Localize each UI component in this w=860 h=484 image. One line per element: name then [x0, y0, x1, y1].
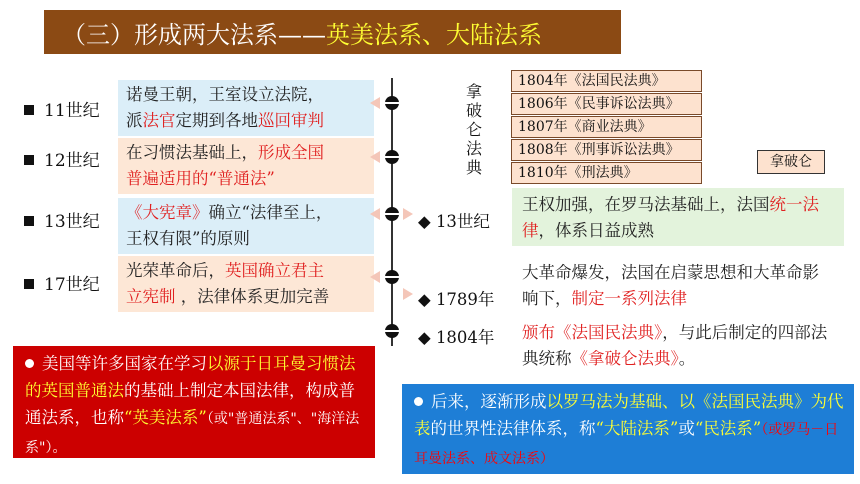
event-box-12c: 在习惯法基础上，形成全国 普遍适用的“普通法” [118, 138, 374, 194]
square-bullet-icon [24, 216, 34, 226]
left-label-12c: 12世纪 [24, 146, 100, 171]
left-label-13c: 13世纪 [24, 207, 100, 232]
code-item: 1807年《商业法典》 [511, 116, 702, 138]
square-bullet-icon [24, 105, 34, 115]
code-item: 1810年《刑法典》 [511, 162, 702, 184]
arrow-left-icon [370, 151, 380, 163]
event-box-13c: 《大宪章》确立“法律至上， 王权有限”的原则 [118, 198, 374, 254]
code-item: 1804年《法国民法典》 [511, 70, 702, 92]
square-bullet-icon [24, 279, 34, 289]
arrow-right-icon [403, 208, 413, 220]
code-item: 1808年《刑事诉讼法典》 [511, 139, 702, 161]
napoleon-code-vertical-label: 拿破仑法典 [465, 82, 482, 177]
bullet-dot-icon [414, 397, 423, 406]
common-law-summary: 美国等许多国家在学习以源于日耳曼习惯法的英国普通法的基础上制定本国法律，构成普通法系，也称“英美法系”（或"普通法系"、"海洋法系"）。 [13, 346, 375, 458]
right-label-13c: ◆ 13世纪 [418, 212, 490, 231]
right-label-1789: ◆ 1789年 [418, 290, 495, 309]
timeline-node [385, 270, 399, 284]
arrow-right-icon [403, 288, 413, 300]
napoleon-portrait-label: 拿破仑 [757, 150, 825, 174]
event-box-11c: 诺曼王朝，王室设立法院， 派法官定期到各地巡回审判 [118, 80, 374, 136]
timeline-node [385, 150, 399, 164]
code-item: 1806年《民事诉讼法典》 [511, 93, 702, 115]
title-prefix: （三）形成两大法系—— [62, 20, 326, 49]
civil-law-summary: 后来，逐渐形成以罗马法为基础、以《法国民法典》为代表的世界性法律体系，称“大陆法系”或“民法系”（或罗马－日耳曼法系、成文法系） [402, 384, 854, 474]
arrow-left-icon [370, 97, 380, 109]
left-label-11c: 11世纪 [24, 96, 100, 121]
square-bullet-icon [24, 155, 34, 165]
bullet-dot-icon [25, 359, 34, 368]
right-label-1804: ◆ 1804年 [418, 328, 495, 347]
event-box-france-13c: 王权加强，在罗马法基础上，法国统一法律，体系日益成熟 [512, 188, 844, 246]
arrow-left-icon [370, 208, 380, 220]
timeline-node [385, 96, 399, 110]
arrow-left-icon [370, 271, 380, 283]
title-highlight: 英美法系、大陆法系 [326, 20, 542, 49]
page-title [44, 10, 621, 54]
timeline-node [385, 324, 399, 338]
timeline-node [385, 207, 399, 221]
event-box-1804: 颁布《法国民法典》，与此后制定的四部法典统称《拿破仑法典》。 [512, 316, 844, 374]
event-box-1789: 大革命爆发，法国在启蒙思想和大革命影响下，制定一系列法律 [512, 256, 844, 314]
event-box-17c: 光荣革命后，英国确立君主 立宪制 ，法律体系更加完善 [118, 256, 374, 312]
left-label-17c: 17世纪 [24, 270, 100, 295]
